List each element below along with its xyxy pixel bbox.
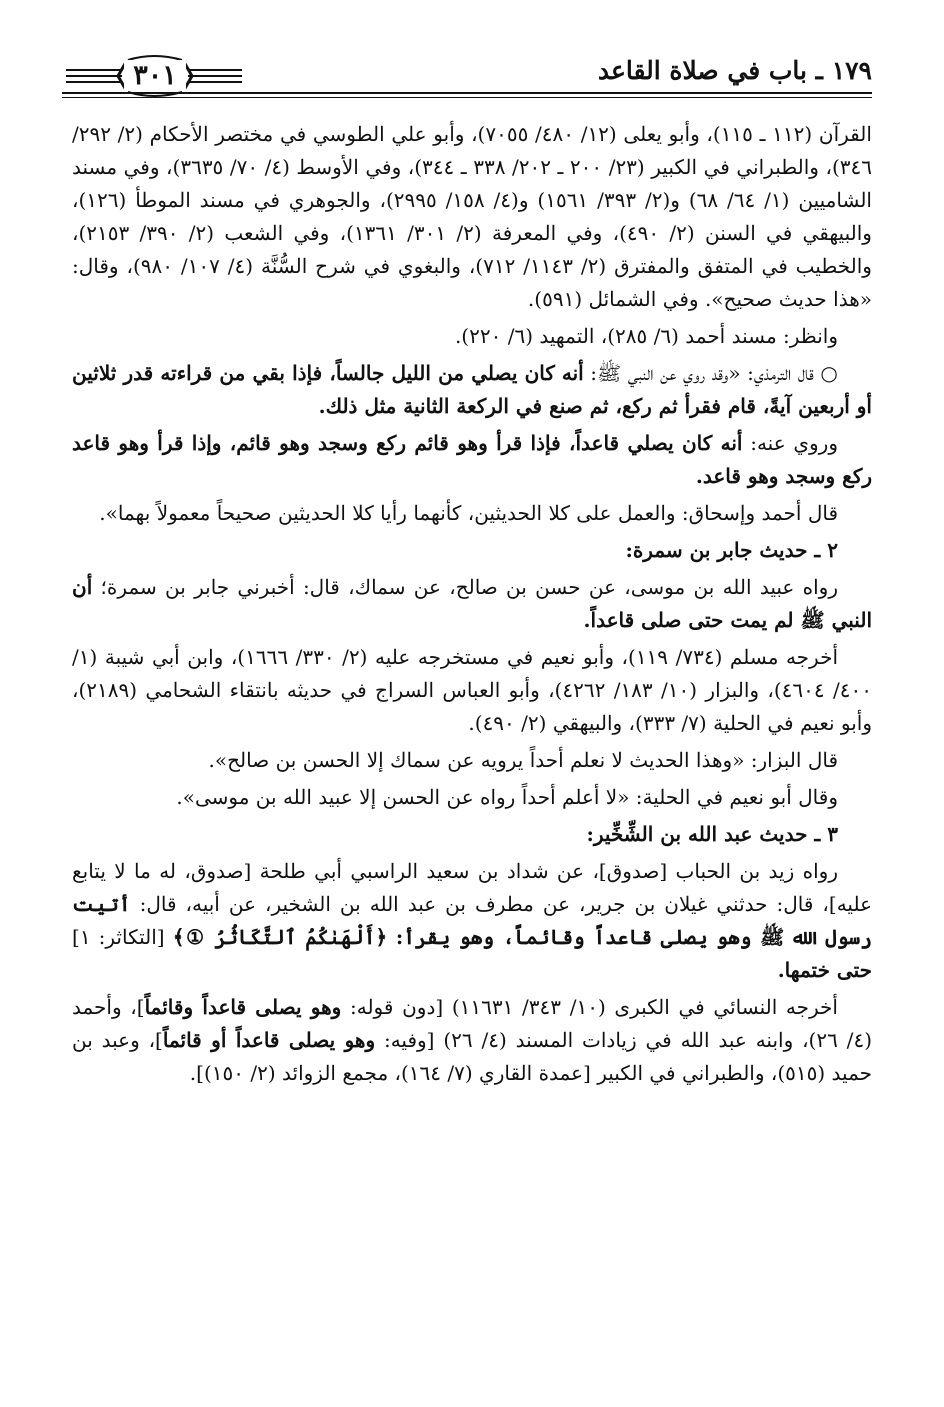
page-header: [62, 50, 872, 102]
hadith-text: حتى ختمها.: [777, 958, 872, 982]
paragraph: [72, 855, 872, 987]
text-span: وروي عنه:: [742, 431, 838, 455]
text-span: ]، وأحمد (٤/ ٢٦)، وابنه عبد الله في زيادات المسند (٤/ ٢٦) [وفيه:: [72, 995, 872, 1052]
text-span: قال الترمذي: «وقد روي عن النبي ﷺ:: [583, 361, 821, 385]
paragraph: قال البزار: «وهذا الحديث لا نعلم أحداً يرويه عن سماك إلا الحسن بن صالح».: [208, 748, 838, 772]
paragraph: وانظر: مسند أحمد (٦/ ٢٨٥)، التمهيد (٦/ ٢٢٠).: [454, 324, 838, 348]
page-number-badge: [64, 54, 242, 98]
paragraph: وقال أبو نعيم في الحلية: «لا أعلم أحداً رواه عن الحسن إلا عبيد الله بن موسى».: [176, 785, 838, 809]
paragraph: [72, 357, 872, 423]
quran-reference: [التكاثر: ١]: [72, 925, 173, 949]
paragraph: [72, 427, 872, 493]
main-text: [72, 118, 872, 1094]
section-heading: ٢ ـ حديث جابر بن سمرة:: [625, 538, 838, 562]
paragraph: [72, 571, 872, 637]
paragraph: القرآن (١١٢ ـ ١١٥)، وأبو يعلى (١٢/ ٤٨٠/ ٧٠٥٥)، وأبو علي الطوسي في مختصر الأحكام (٢/ ٢٩٢/ ٣٤٦)، والطبراني في الكبير (٢٣/ ٢٠٠ ـ ٢٠٢/ ٣٣٨ ـ ٣٤٤)، وفي الأوسط (٤/ ٧٠/ ٣٦٣٥)، وفي مسند الشاميين (١/ ٦٤/ ٦٨) و(٢/ ٣٩٣/ ١٥٦١) و(٤/ ١٥٨/ ٢٩٩٥)، والجوهري في مسند الموطأ (١٢٦)، والبيهقي في السنن (٢/ ٤٩٠)، وفي المعرفة (٢/ ٣٠١/ ١٣٦١)، وفي الشعب (٢/ ٣٩٠/ ٢١٥٣)، والخطيب في المتفق والمفترق (٢/ ١١٤٣/ ٧١٢)، والبغوي في شرح السُّنَّة (٤/ ١٠٧/ ٩٨٠)، وقال: «هذا حديث صحيح». وفي الشمائل (٥٩١).: [72, 122, 872, 311]
text-span: رواه عبيد الله بن موسى، عن حسن بن صالح، عن سماك، قال: أخبرني جابر بن سمرة؛: [92, 575, 838, 599]
circle-marker: ○: [820, 361, 838, 385]
text-span: ]، وعبد بن حميد (٥١٥)، والطبراني في الكبير [عمدة القاري (٧/ ١٦٤)، مجمع الزوائد (٢/ ١٥٠)].: [72, 1028, 872, 1085]
paragraph: [72, 991, 872, 1090]
text-span: أخرجه النسائي في الكبرى (١٠/ ٣٤٣/ ١١٦٣١) [دون قوله:: [341, 995, 838, 1019]
hadith-text: أتيت رسول الله ﷺ وهو يصلى قاعداً وقائماً، وهو يقرأ: ﴿أَلْهَىٰكُمُ ٱلتَّكَاثُرُ ①﴾: [72, 892, 872, 949]
hadith-text: أنه كان يصلي من الليل جالساً، فإذا بقي من قراءته قدر ثلاثين أو أربعين آيةً، قام فقرأ ثم ركع، ثم صنع في الركعة الثانية مثل ذلك.: [72, 361, 872, 418]
chapter-title: ١٧٩ ـ باب في صلاة القاعد: [597, 56, 872, 85]
section-heading: ٣ ـ حديث عبد الله بن الشِّخِّير:: [586, 822, 838, 846]
paragraph: أخرجه مسلم (٧٣٤/ ١١٩)، وأبو نعيم في مستخرجه عليه (٢/ ٣٣٠/ ١٦٦٦)، وابن أبي شيبة (١/ ٤٠٠/ ٤٦٠٤)، والبزار (١٠/ ١٨٣/ ٤٢٦٢)، وأبو العباس السراج في حديثه بانتقاء الشحامي (٢١٨٩)، وأبو نعيم في الحلية (٧/ ٣٣٣)، والبيهقي (٢/ ٤٩٠).: [72, 645, 872, 735]
hadith-text: وهو يصلى قاعداً أو قائماً: [162, 1028, 376, 1052]
paragraph: قال أحمد وإسحاق: والعمل على كلا الحديثين، كأنهما رأيا كلا الحديثين صحيحاً معمولاً بهما».: [99, 501, 838, 525]
page-number: ٣٠١: [124, 60, 186, 91]
text-span: رواه زيد بن الحباب [صدوق]، عن شداد بن سعيد الراسبي أبي طلحة [صدوق، له ما لا يتابع عليه]، قال: حدثني غيلان بن جرير، عن مطرف بن عبد الله بن الشخير، عن أبيه، قال:: [72, 859, 872, 916]
hadith-text: أنه كان يصلي قاعداً، فإذا قرأ وهو قائم ركع وسجد وهو قائم، وإذا قرأ وهو قاعد ركع وسجد وهو قاعد.: [72, 431, 872, 488]
hadith-text: أن النبي ﷺ لم يمت حتى صلى قاعداً.: [72, 575, 872, 632]
hadith-text: وهو يصلى قاعداً وقائماً: [144, 995, 342, 1019]
